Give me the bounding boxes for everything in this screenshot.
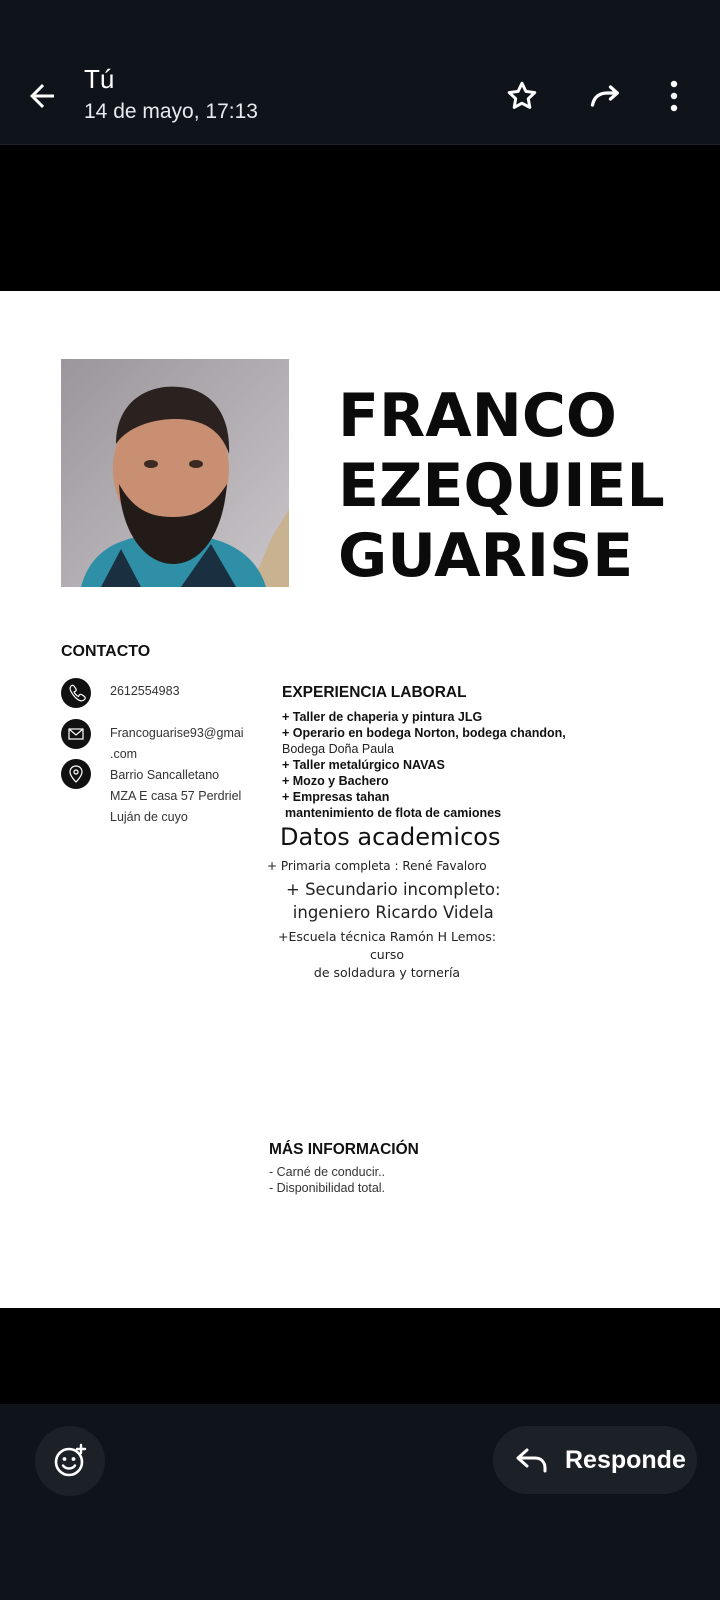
contact-email	[110, 723, 244, 765]
experience-item: + Taller de chaperia y pintura JLG	[282, 710, 483, 724]
experience-item: + Mozo y Bachero	[282, 774, 389, 788]
experience-list	[282, 709, 582, 821]
email-line-2: .com	[110, 747, 138, 761]
technical-line-1: +Escuela técnica Ramón H Lemos: curso	[278, 929, 496, 962]
candidate-name	[338, 381, 665, 591]
experience-item: + Taller metalúrgico NAVAS	[282, 758, 445, 772]
message-header	[84, 64, 258, 126]
sender-name: Tú	[84, 64, 115, 94]
message-datetime: 14 de mayo, 17:13	[84, 100, 258, 123]
secondary-line-2: ingeniero Ricardo Videla	[292, 903, 494, 922]
emoji-reaction-button[interactable]	[35, 1426, 105, 1496]
star-icon[interactable]	[504, 78, 540, 114]
top-app-bar	[0, 0, 720, 145]
reply-button[interactable]	[493, 1426, 697, 1494]
more-info-item: - Carné de conducir..	[269, 1165, 386, 1179]
back-arrow-icon[interactable]	[24, 78, 60, 114]
email-line-1: Francoguarise93@gmai	[110, 726, 244, 740]
more-info-title: MÁS INFORMACIÓN	[269, 1141, 419, 1158]
name-line-2: EZEQUIEL	[338, 451, 665, 521]
academic-title: Datos academicos	[280, 823, 501, 851]
experience-item: + Operario en bodega Norton, bodega chandon,	[282, 726, 566, 740]
profile-photo	[61, 359, 289, 587]
contact-phone: 2612554983	[110, 684, 180, 698]
address-line-2: MZA E casa 57 Perdriel	[110, 789, 242, 803]
experience-title: EXPERIENCIA LABORAL	[282, 684, 467, 701]
more-vert-icon[interactable]	[664, 78, 684, 114]
phone-icon	[61, 678, 91, 708]
reply-icon	[515, 1444, 549, 1476]
secondary-line-1: + Secundario incompleto:	[286, 880, 501, 899]
academic-primary: + Primaria completa : René Favaloro	[267, 859, 487, 873]
name-line-3: GUARISE	[338, 521, 634, 591]
academic-technical	[267, 928, 507, 982]
bottom-action-bar	[0, 1404, 720, 1600]
cv-document[interactable]	[0, 291, 720, 1308]
reply-label: Responde	[565, 1446, 686, 1474]
technical-line-2: de soldadura y tornería	[313, 965, 461, 980]
contact-address	[110, 765, 241, 828]
contact-title: CONTACTO	[61, 643, 151, 660]
academic-secondary	[286, 878, 501, 924]
experience-item-continuation: mantenimiento de flota de camiones	[285, 806, 502, 820]
emoji-reaction-icon	[35, 1426, 105, 1496]
experience-item: + Empresas tahan	[282, 790, 390, 804]
more-info-list	[269, 1164, 385, 1196]
address-line-3: Luján de cuyo	[110, 810, 188, 824]
experience-item-continuation: Bodega Doña Paula	[282, 742, 394, 756]
name-line-1: FRANCO	[338, 381, 617, 451]
forward-icon[interactable]	[588, 78, 624, 114]
location-icon	[61, 759, 91, 789]
email-icon	[61, 719, 91, 749]
more-info-item: - Disponibilidad total.	[269, 1181, 386, 1195]
address-line-1: Barrio Sancalletano	[110, 768, 220, 782]
